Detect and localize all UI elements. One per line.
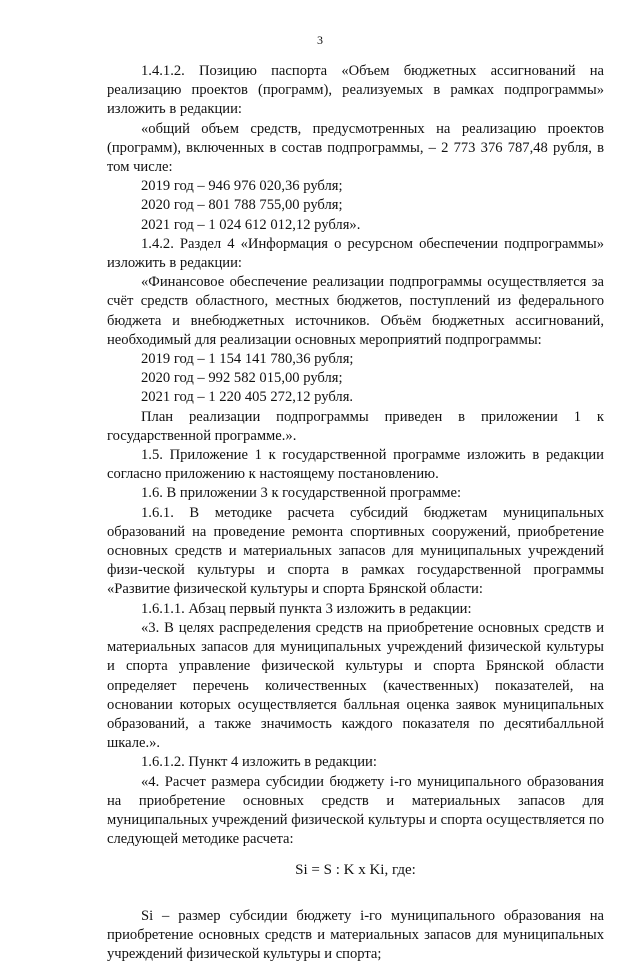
paragraph-year-2021: 2021 год – 1 024 612 012,12 рубля». bbox=[141, 216, 361, 233]
paragraph-1-6-1-2: 1.6.1.2. Пункт 4 изложить в редакции: bbox=[141, 754, 377, 771]
formula: Si = S : K x Ki, где: bbox=[295, 862, 416, 879]
paragraph-year-2019: 2019 год – 946 976 020,36 рубля; bbox=[141, 178, 343, 195]
paragraph-point-4: «4. Расчет размера субсидии бюджету i-го муниципального образования на приобретение основных средств и материальных запасов для муниципальных учреждений физической культуры и спорта осуществляется по следующей методике расчета: bbox=[107, 773, 604, 848]
paragraph-1-6-1: 1.6.1. В методике расчета субсидий бюджетам муниципальных образований на проведение ремонта спортивных сооружений, приобретение основных средств и материальных запасов для муниципальных учреждений физи-ческой культуры и спорта в рамках государственной программы «Развитие физической культуры и спорта Брянской области: bbox=[107, 504, 604, 598]
paragraph-1-6: 1.6. В приложении 3 к государственной программе: bbox=[141, 485, 462, 502]
paragraph-financing-2019: 2019 год – 1 154 141 780,36 рубля; bbox=[141, 351, 354, 368]
paragraph-1-5: 1.5. Приложение 1 к государственной программе изложить в редакции согласно приложению к настоящему постановлению. bbox=[107, 447, 604, 483]
paragraph-financing-2020: 2020 год – 992 582 015,00 рубля; bbox=[141, 370, 343, 387]
page-number: 3 bbox=[317, 33, 323, 47]
paragraph-point-3: «3. В целях распределения средств на приобретение основных средств и материальных запасов для муниципальных учреждений физической культуры и спорта управление физической культуры и спорта Брянской области определяет перечень количественных (качественных) показателей, на основании которых осуществляется балльная оценка заявок муниципальных образований, а также значимость каждого показателя по десятибалльной шкале.». bbox=[107, 619, 604, 752]
paragraph-financing: «Финансовое обеспечение реализации подпрограммы осуществляется за счёт средств областного, местных бюджетов, поступлений из федерального бюджета и внебюджетных источников. Объём бюджетных ассигнований, необходимый для реализации основных мероприятий подпрограммы: bbox=[107, 274, 604, 348]
paragraph-plan: План реализации подпрограммы приведен в приложении 1 к государственной программе.». bbox=[107, 408, 604, 444]
paragraph-financing-2021: 2021 год – 1 220 405 272,12 рубля. bbox=[141, 389, 354, 406]
paragraph-1-6-1-1: 1.6.1.1. Абзац первый пункта 3 изложить в редакции: bbox=[141, 600, 472, 617]
paragraph-1-4-1-2: 1.4.1.2. Позицию паспорта «Объем бюджетных ассигнований на реализацию проектов (программ), реализуемых в рамках подпрограммы» изложить в редакции: bbox=[107, 63, 604, 118]
paragraph-year-2020: 2020 год – 801 788 755,00 рубля; bbox=[141, 197, 343, 214]
paragraph-si-definition: Si – размер субсидии бюджету i-го муниципального образования на приобретение основных средств и материальных запасов для муниципальных учреждений физической культуры и спорта; bbox=[107, 907, 604, 962]
document-body bbox=[107, 62, 604, 964]
paragraph-1-4-2: 1.4.2. Раздел 4 «Информация о ресурсном обеспечении подпрограммы» изложить в редакции: bbox=[107, 235, 604, 272]
paragraph-total-volume: «общий объем средств, предусмотренных на реализацию проектов (программ), включенных в состав подпрограммы, – 2 773 376 787,48 рубля, в том числе: bbox=[107, 120, 604, 176]
